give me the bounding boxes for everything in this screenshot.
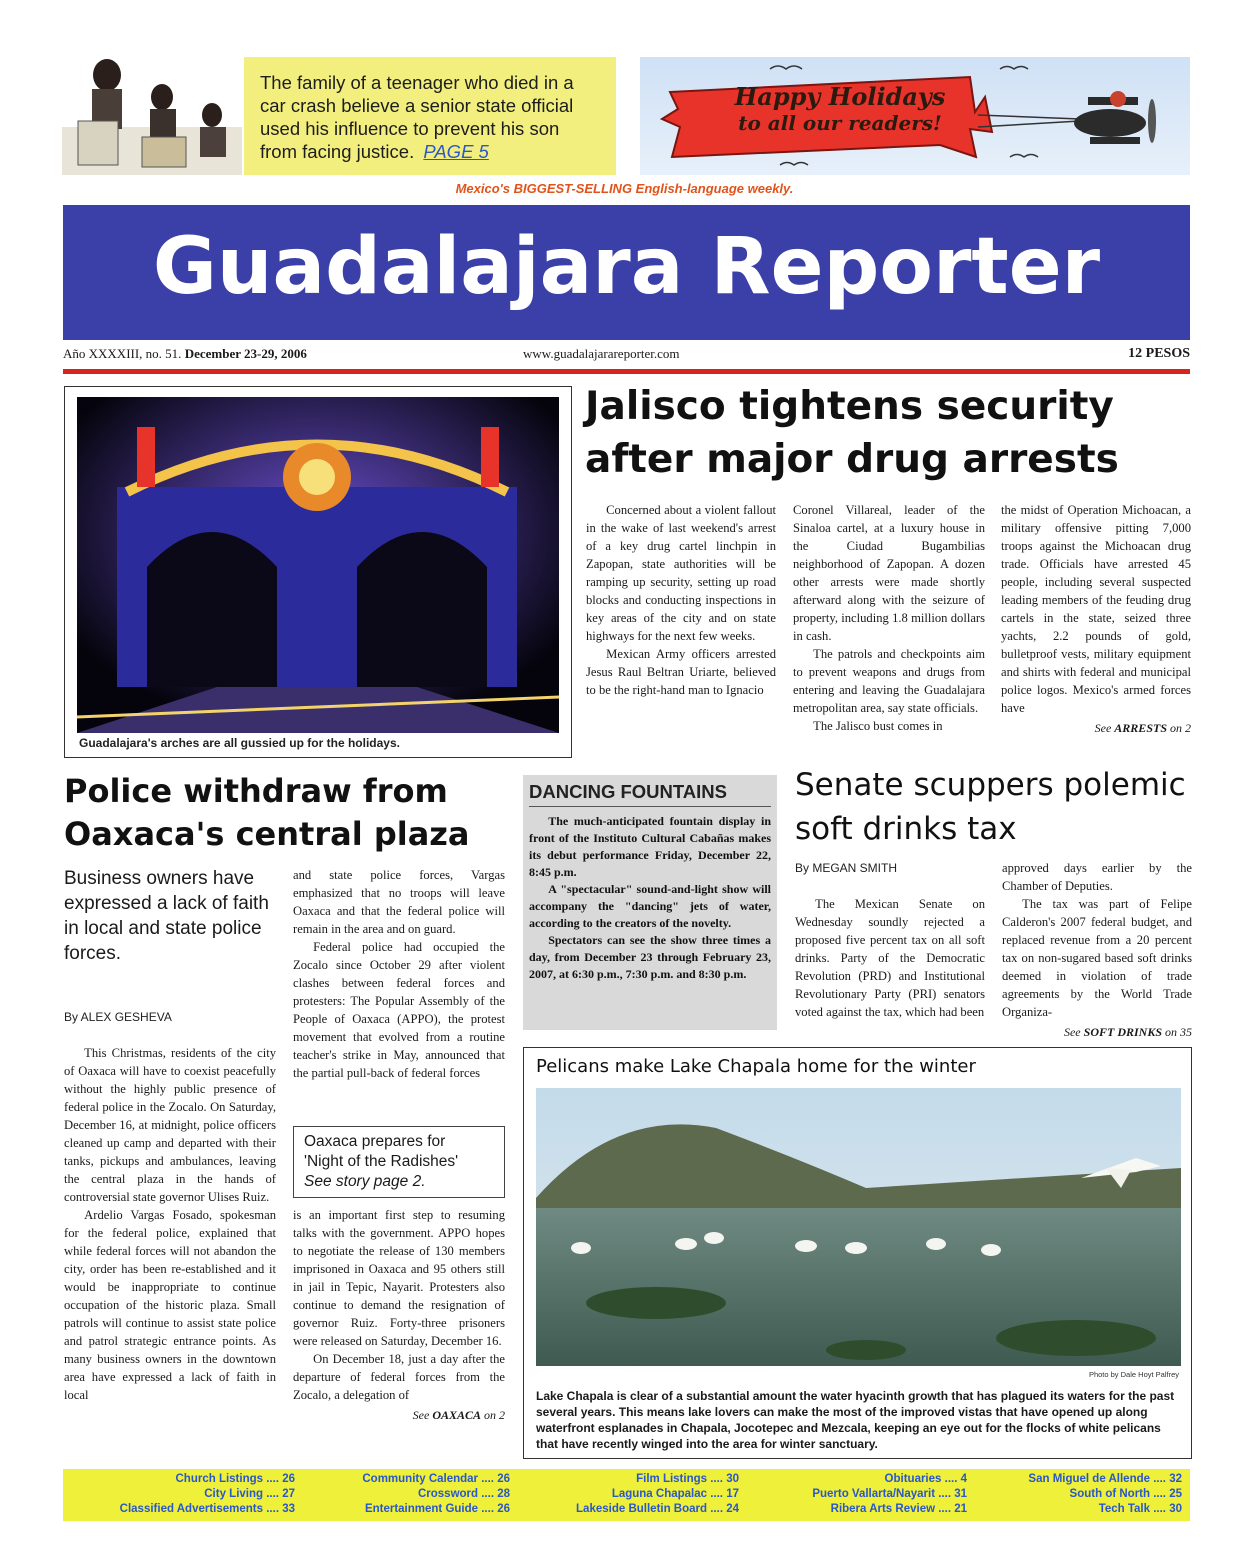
lead-col2-para: The patrols and checkpoints aim to prevent weapons and drugs from entering and leaving the Guadalajara metropolitan area, say state officials. [793,647,985,715]
lead-jump[interactable]: See ARRESTS on 2 [1094,721,1191,735]
index-item[interactable]: Puerto Vallarta/Nayarit .... 31 [812,1488,967,1500]
lead-photo-frame [64,386,572,758]
lead-col-2 [793,501,985,735]
senate-col1-para: The Mexican Senate on Wednesday soundly rejected a proposed five percent tax on all soft drinks. Party of the Democratic Revolution (PRD) and Institutional Revolutionary Party (PRI) senators voted against the tax, which had been [795,897,985,1019]
senate-jump[interactable]: See SOFT DRINKS on 35 [1063,1025,1192,1039]
senate-col2-para: approved days earlier by the Chamber of Deputies. [1002,861,1192,893]
issue-date: December 23-29, 2006 [184,346,307,361]
police-headline[interactable]: Police withdraw from Oaxaca's central plaza [64,772,470,853]
radishes-line-3: See story page 2. [304,1173,426,1190]
index-item[interactable]: Entertainment Guide .... 26 [364,1503,510,1515]
police-col1-para: This Christmas, residents of the city of Oaxaca will have to coexist peacefully without the highly public presence of federal police in the Zocalo. On Saturday, December 16, at midnight, police officers cleaned up camp and departed with their tanks, pickups and ambulances, leaving the central plaza in the hands of controversial state governor Ulises Ruiz. [64,1046,276,1204]
index-col-1 [63,1472,295,1517]
lead-col1-para: Mexican Army officers arrested Jesus Raul Beltran Uriarte, believed to be the right-hand man to Ignacio [586,647,776,697]
radishes-box[interactable] [293,1126,505,1198]
teaser-box[interactable] [244,57,616,175]
index-item[interactable]: Classified Advertisements .... 33 [119,1503,295,1515]
index-item[interactable]: Church Listings .... 26 [175,1473,295,1485]
pelicans-frame [523,1047,1192,1459]
pelicans-headline[interactable]: Pelicans make Lake Chapala home for the winter [536,1056,976,1077]
lake-photo-credit: Photo by Dale Hoyt Palfrey [1088,1370,1179,1379]
index-item[interactable]: Laguna Chapalac .... 17 [611,1488,739,1500]
fountains-box[interactable] [523,775,777,1030]
issue-number: Año XXXXIII, no. 51. [63,346,185,361]
fountains-para: Spectators can see the show three times a day, from December 23 through February 23, 2007, at 6:30 p.m., 7:30 p.m. and 8:30 p.m. [529,933,771,981]
index-item[interactable]: Ribera Arts Review .... 21 [830,1503,967,1515]
senate-col-2 [1002,859,1192,1041]
lead-col1-para: Concerned about a violent fallout in the wake of last weekend's arrest of a key drug cartel linchpin in Zapopan, state authorities will be ramping up security, setting up road blocks and conducting inspections in key areas of the city and on state highways for the next few weeks. [586,503,776,643]
radishes-line-1: Oaxaca prepares for [304,1133,446,1150]
senate-col2-para: The tax was part of Felipe Calderon's 2007 federal budget, and replaced revenue from a 20 percent tax on non-sugared based soft drinks deemed in violation of trade agreements by the World Trade Organiza- [1002,897,1192,1019]
index-bar [63,1469,1190,1521]
lake-photo[interactable] [536,1088,1181,1366]
fountains-para: The much-anticipated fountain display in front of the Instituto Cultural Cabañas makes its debut performance Friday, December 22, 8:45 p.m. [529,814,771,879]
index-col-3 [525,1472,739,1517]
index-item[interactable]: Lakeside Bulletin Board .... 24 [576,1503,739,1515]
holiday-banner [640,57,1190,175]
header-rule [63,369,1190,374]
masthead-title: Guadalajara Reporter [152,222,1101,312]
lead-col-3 [1001,501,1191,737]
fountains-para: A "spectacular" sound-and-light show will accompany the "dancing" jets of water, according to the creators of the novelty. [529,882,771,930]
police-jump[interactable]: See OAXACA on 2 [412,1408,505,1422]
index-item[interactable]: South of North .... 25 [1069,1488,1182,1500]
police-deck: Business owners have expressed a lack of faith in local and state police forces. [64,868,269,964]
teaser-photo[interactable] [62,57,242,175]
police-col-2-top [293,866,505,1082]
lead-photo-caption: Guadalajara's arches are all gussied up for the holidays. [79,736,400,750]
police-col2-para: Federal police had occupied the Zocalo since October 29 after violent clashes between federal forces and protesters: The Popular Assembly of the People of Oaxaca (APPO), the protest movement that evolved from a routine teacher's strike in May, announced that the partial pull-back of federal forces [293,940,505,1080]
arches-photo[interactable] [77,397,559,733]
index-item[interactable]: Crossword .... 28 [417,1488,510,1500]
index-item[interactable]: Film Listings .... 30 [636,1473,739,1485]
police-col1-para: Ardelio Vargas Fosado, spokesman for the federal police, explained that while federal forces will not abandon the city, order has been re-established and it would be inappropriate to continue occupation of the historic plaza. Small patrols will continue to assist state police and patrol strategic entrance points. As many business owners in the downtown area have expressed a lack of faith in local [64,1208,276,1402]
radishes-line-2: 'Night of the Radishes' [304,1153,459,1170]
police-col2-para: On December 18, just a day after the departure of federal forces from the Zocalo, a delegation of [293,1352,505,1402]
pelicans-caption: Lake Chapala is clear of a substantial amount the water hyacinth growth that has plagued its waters for the past several years. This means lake lovers can make the most of the improved vistas that have opened up along waterfront esplanades in Chapala, Jocotepec and Mezcala, keeping an eye out for the flocks of white pelicans that have recently winged into the area for winter sanctuary. [536,1389,1175,1451]
senate-byline: By MEGAN SMITH [795,861,898,875]
lead-col2-para: The Jalisco bust comes in [813,719,943,733]
police-col2-para: and state police forces, Vargas emphasized that no troops will leave Oaxaca and that the federal police will remain in the area and on guard. [293,868,505,936]
price: 12 PESOS [1128,346,1190,361]
police-col-2-bottom [293,1206,505,1424]
fountains-title: DANCING FOUNTAINS [529,781,771,807]
senate-headline[interactable]: Senate scuppers polemic soft drinks tax [795,767,1186,847]
police-byline: By ALEX GESHEVA [64,1010,172,1024]
tagline: Mexico's BIGGEST-SELLING English-language weekly. [455,181,794,196]
teaser-text: The family of a teenager who died in a car crash believe a senior state official used his influence to prevent his son from facing justice. [260,72,574,162]
masthead[interactable] [63,205,1190,340]
index-col-2 [308,1472,510,1517]
lead-col2-para: Coronel Villareal, leader of the Sinaloa cartel, at a luxury house in the Ciudad Bugambilias neighborhood of Zapopan. A dozen other arrests were made shortly afterward along with the seizure of property, including 1.8 million dollars in cash. [793,503,985,643]
teaser-page-link[interactable]: PAGE 5 [423,141,489,162]
banner-line-2: to all our readers! [738,111,942,135]
lead-headline[interactable]: Jalisco tightens security after major drug arrests [585,384,1119,482]
index-item[interactable]: City Living .... 27 [204,1488,295,1500]
website[interactable]: www.guadalajarareporter.com [523,346,680,361]
index-item[interactable]: San Miguel de Allende .... 32 [1028,1473,1182,1485]
index-item[interactable]: Community Calendar .... 26 [362,1473,510,1485]
index-item[interactable]: Obituaries .... 4 [884,1473,967,1485]
lead-col-1 [586,501,776,699]
police-col-1 [64,1044,276,1404]
lead-col3-para: the midst of Operation Michoacan, a military offensive pitting 7,000 troops against the Michoacan drug trade. Officials have arrested 45 people, including several suspected leading members of the feuding drug cartels in the state, seized three yachts, 2.2 pounds of gold, bulletproof vests, military equipment and shirts with federal and municipal police logos. Mexico's armed forces have [1001,503,1191,715]
police-col2-para: is an important first step to resuming talks with the government. APPO hopes to negotiate the release of 130 members imprisoned in Oaxaca and 95 others still in jail in Tepic, Nayarit. Protesters also continue to demand the resignation of governor Ruiz. Forty-three prisoners were released on Saturday, December 16. [293,1208,505,1348]
issue-line [63,346,1190,364]
index-col-4 [753,1472,967,1517]
index-item[interactable]: Tech Talk .... 30 [1098,1503,1182,1515]
banner-line-1: Happy Holidays [734,82,946,111]
index-col-5 [968,1472,1182,1517]
senate-col-1 [795,895,985,1021]
